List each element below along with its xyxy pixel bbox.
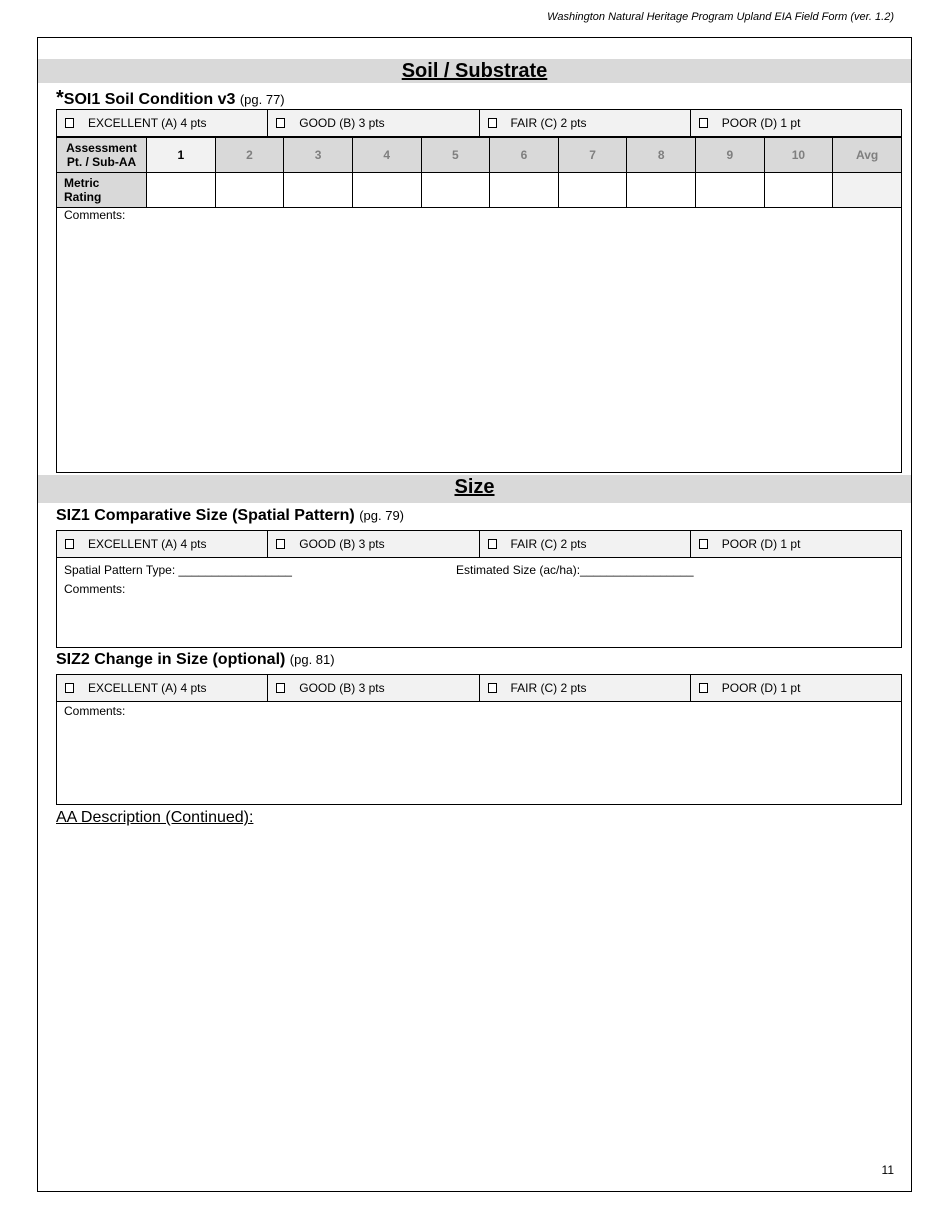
column-header: 4 <box>352 138 421 173</box>
rating-cell[interactable] <box>147 173 216 208</box>
rating-option-label: GOOD (B) 3 pts <box>299 116 385 130</box>
rating-option-label: POOR (D) 1 pt <box>721 116 801 130</box>
rating-option-excellent[interactable] <box>57 675 268 701</box>
rating-cell[interactable] <box>764 173 833 208</box>
checkbox-icon[interactable] <box>488 683 497 693</box>
rating-option-label: GOOD (B) 3 pts <box>299 681 385 695</box>
checkbox-icon[interactable] <box>699 118 708 128</box>
assessment-grid <box>56 137 902 208</box>
row-label-line: Metric <box>64 176 100 190</box>
page-reference: (pg. 77) <box>239 92 285 107</box>
metric-title-siz2-text: SIZ2 Change in Size (optional) <box>56 651 286 668</box>
rating-option-label: EXCELLENT (A) 4 pts <box>88 537 207 551</box>
metric-rating-label <box>57 173 147 208</box>
rating-option-label: EXCELLENT (A) 4 pts <box>88 681 207 695</box>
assessment-row-label <box>57 138 147 173</box>
rating-option-label: FAIR (C) 2 pts <box>510 537 587 551</box>
details-box-siz1[interactable] <box>56 558 902 648</box>
checkbox-icon[interactable] <box>488 539 497 549</box>
comments-label: Comments: <box>64 208 126 222</box>
checkbox-icon[interactable] <box>276 683 285 693</box>
estimated-size-field[interactable]: Estimated Size (ac/ha):_________________ <box>456 563 694 577</box>
rating-cell[interactable] <box>421 173 490 208</box>
rating-cell[interactable] <box>558 173 627 208</box>
column-header: 3 <box>284 138 353 173</box>
comments-label: Comments: <box>64 582 126 596</box>
rating-cell[interactable] <box>284 173 353 208</box>
rating-average-cell <box>833 173 902 208</box>
metric-title-siz2 <box>56 651 335 669</box>
comments-label: Comments: <box>64 704 126 718</box>
rating-option-label: POOR (D) 1 pt <box>721 681 801 695</box>
required-marker: * <box>56 87 64 109</box>
checkbox-icon[interactable] <box>65 683 74 693</box>
checkbox-icon[interactable] <box>699 683 708 693</box>
column-header: 5 <box>421 138 490 173</box>
rating-option-poor[interactable] <box>691 110 901 136</box>
checkbox-icon[interactable] <box>65 539 74 549</box>
column-header: 2 <box>215 138 284 173</box>
checkbox-icon[interactable] <box>276 118 285 128</box>
spatial-pattern-field[interactable]: Spatial Pattern Type: _________________ <box>64 563 292 577</box>
rating-option-excellent[interactable] <box>57 531 268 557</box>
rating-option-label: EXCELLENT (A) 4 pts <box>88 116 207 130</box>
rating-option-good[interactable] <box>268 110 479 136</box>
row-label-line: Rating <box>64 190 102 204</box>
column-header: 10 <box>764 138 833 173</box>
rating-option-label: GOOD (B) 3 pts <box>299 537 385 551</box>
column-header: 9 <box>696 138 765 173</box>
page-reference: (pg. 79) <box>359 508 405 523</box>
rating-option-good[interactable] <box>268 531 479 557</box>
column-header: 6 <box>490 138 559 173</box>
checkbox-icon[interactable] <box>488 118 497 128</box>
rating-cell[interactable] <box>696 173 765 208</box>
rating-option-fair[interactable] <box>480 531 691 557</box>
metric-rating-row <box>57 173 902 208</box>
rating-option-poor[interactable] <box>691 675 901 701</box>
metric-title-siz1-text: SIZ1 Comparative Size (Spatial Pattern) <box>56 507 355 524</box>
column-header: 1 <box>147 138 216 173</box>
section-heading-size <box>38 475 911 503</box>
row-label-line: Assessment <box>66 141 137 155</box>
page-reference: (pg. 81) <box>289 652 335 667</box>
section-heading-soil-text: Soil / Substrate <box>401 60 548 82</box>
rating-cell[interactable] <box>215 173 284 208</box>
rating-option-poor[interactable] <box>691 531 901 557</box>
column-header: Avg <box>833 138 902 173</box>
rating-option-fair[interactable] <box>480 110 691 136</box>
rating-cell[interactable] <box>490 173 559 208</box>
assessment-header-row <box>57 138 902 173</box>
aa-description-heading: AA Description (Continued): <box>56 809 254 826</box>
comments-box-siz2[interactable] <box>56 702 902 805</box>
document-header: Washington Natural Heritage Program Upland EIA Field Form (ver. 1.2) <box>547 11 894 23</box>
rating-option-label: POOR (D) 1 pt <box>721 537 801 551</box>
rating-options-siz2 <box>56 674 902 702</box>
rating-cell[interactable] <box>352 173 421 208</box>
metric-title-soi1 <box>56 87 285 110</box>
metric-title-siz1 <box>56 507 404 525</box>
rating-cell[interactable] <box>627 173 696 208</box>
rating-option-fair[interactable] <box>480 675 691 701</box>
comments-box-soi1[interactable] <box>56 207 902 473</box>
section-heading-soil <box>38 59 911 83</box>
rating-option-label: FAIR (C) 2 pts <box>510 681 587 695</box>
checkbox-icon[interactable] <box>699 539 708 549</box>
page-number: 11 <box>881 1163 894 1177</box>
metric-title-soi1-text: SOI1 Soil Condition v3 <box>63 91 236 108</box>
column-header: 7 <box>558 138 627 173</box>
row-label-line: Pt. / Sub-AA <box>66 155 137 169</box>
checkbox-icon[interactable] <box>276 539 285 549</box>
section-heading-size-text: Size <box>454 476 495 498</box>
rating-options-siz1 <box>56 530 902 558</box>
column-header: 8 <box>627 138 696 173</box>
rating-option-label: FAIR (C) 2 pts <box>510 116 587 130</box>
checkbox-icon[interactable] <box>65 118 74 128</box>
rating-option-good[interactable] <box>268 675 479 701</box>
rating-options-soi1 <box>56 109 902 137</box>
rating-option-excellent[interactable] <box>57 110 268 136</box>
